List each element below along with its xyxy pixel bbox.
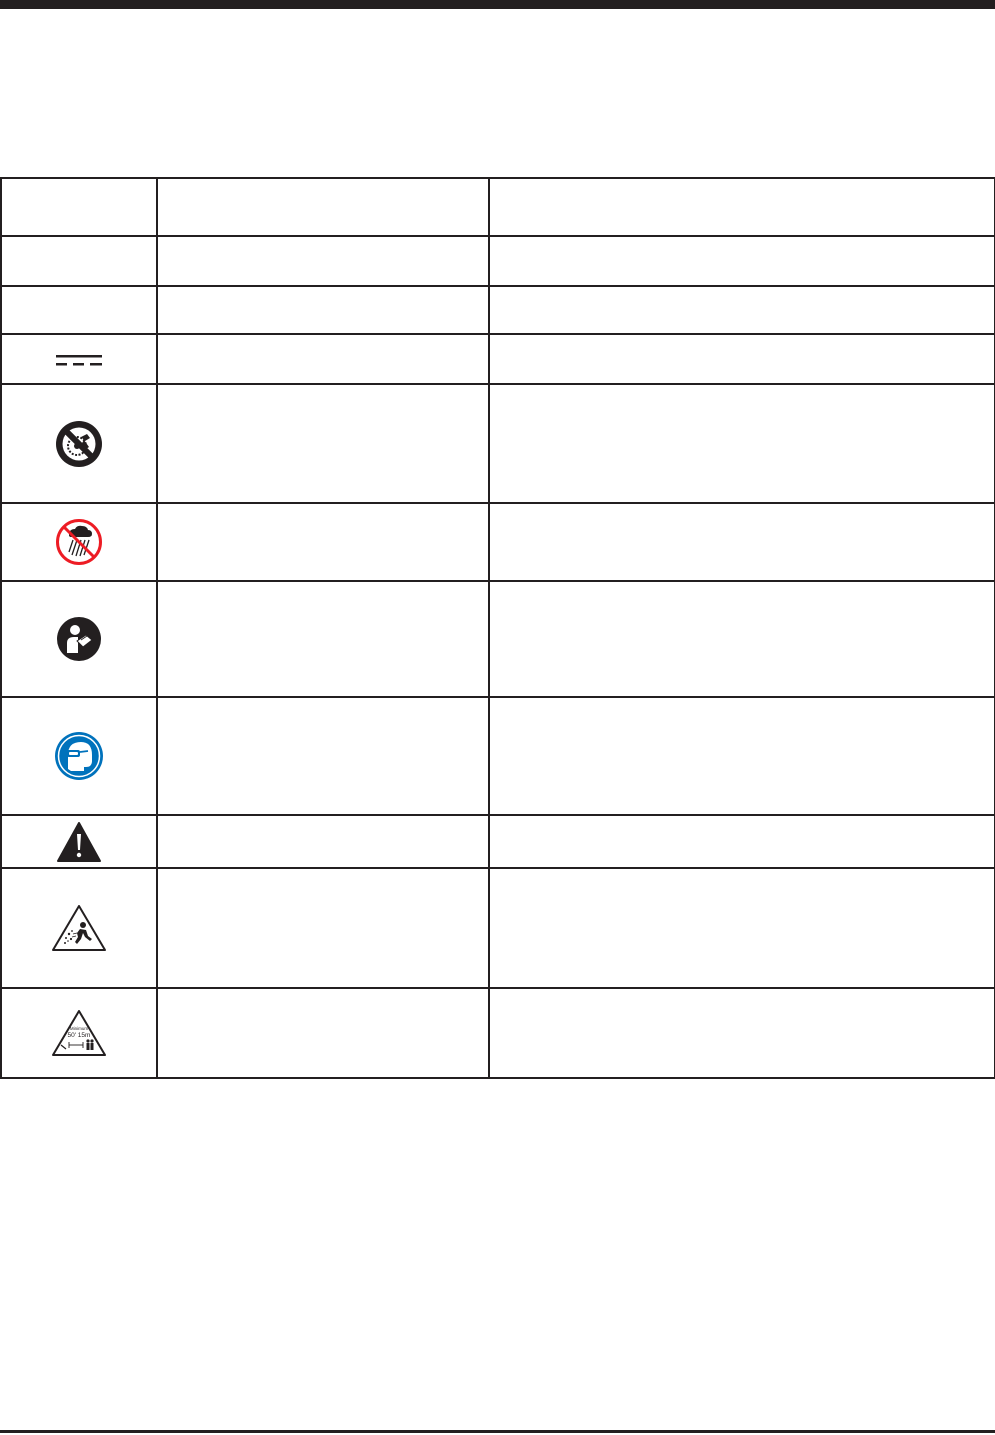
- row-description: [489, 815, 995, 868]
- row-symbol: [1, 286, 157, 334]
- no-rotating-blade-contact-icon: [54, 419, 104, 469]
- row-name: [157, 988, 489, 1078]
- row-description: [489, 236, 995, 286]
- read-manual-icon: [55, 615, 103, 663]
- do-not-expose-to-rain-icon: [55, 518, 103, 566]
- minimum-label: Minimum: [69, 1026, 89, 1031]
- table-row: [1, 286, 995, 334]
- direct-current-icon: [55, 352, 103, 368]
- row-symbol: [1, 236, 157, 286]
- wear-eye-protection-icon: [54, 731, 104, 781]
- table-row: [1, 384, 995, 503]
- row-name: [157, 286, 489, 334]
- bottom-rule: [0, 1430, 995, 1433]
- row-symbol: [1, 581, 157, 697]
- row-description: [489, 334, 995, 384]
- row-symbol: [1, 868, 157, 988]
- row-symbol: [1, 815, 157, 868]
- row-symbol: [1, 384, 157, 503]
- table-row: [1, 868, 995, 988]
- top-rule: [0, 0, 995, 9]
- row-symbol: [1, 503, 157, 581]
- table-row: [1, 334, 995, 384]
- row-name: [157, 503, 489, 581]
- row-name: [157, 581, 489, 697]
- row-name: [157, 697, 489, 815]
- safety-alert-icon: [56, 821, 102, 863]
- row-description: [489, 503, 995, 581]
- header-explanation: [489, 178, 995, 236]
- table-row: [1, 988, 995, 1078]
- row-description: [489, 988, 995, 1078]
- row-symbol: [1, 334, 157, 384]
- table-header-row: [1, 178, 995, 236]
- row-symbol: [1, 988, 157, 1078]
- header-symbol: [1, 178, 157, 236]
- safety-symbols-table: [0, 177, 995, 1079]
- row-description: [489, 697, 995, 815]
- row-symbol: [1, 697, 157, 815]
- row-name: [157, 815, 489, 868]
- table-row: [1, 697, 995, 815]
- keep-bystanders-away-icon: [50, 1008, 108, 1058]
- row-name: [157, 384, 489, 503]
- row-name: [157, 334, 489, 384]
- header-name: [157, 178, 489, 236]
- table-row: [1, 815, 995, 868]
- table-row: [1, 581, 995, 697]
- row-description: [489, 286, 995, 334]
- row-name: [157, 868, 489, 988]
- distance-label: 50' 15m: [67, 1032, 91, 1039]
- table-row: [1, 503, 995, 581]
- row-description: [489, 581, 995, 697]
- thrown-objects-warning-icon: [50, 903, 108, 953]
- row-description: [489, 384, 995, 503]
- table-row: [1, 236, 995, 286]
- row-name: [157, 236, 489, 286]
- row-description: [489, 868, 995, 988]
